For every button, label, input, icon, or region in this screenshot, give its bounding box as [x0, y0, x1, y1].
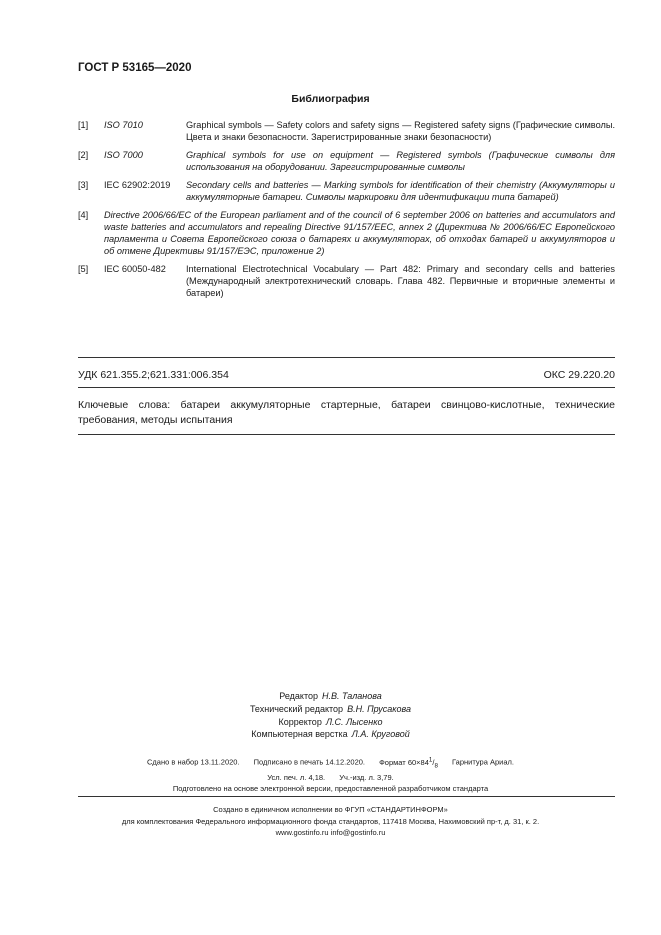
oks-code: ОКС 29.220.20	[543, 369, 615, 381]
creator-line-2: для комплектования Федерального информационного фонда стандартов, 117418 Москва, Нахимовский пр-т, д. 31, к. 2.	[121, 816, 540, 826]
publisher-sheets: Уч.-изд. л. 3,79.	[339, 772, 394, 782]
staff-name: В.Н. Прусакова	[347, 703, 412, 714]
staff-role: Корректор	[278, 716, 322, 727]
publication-line-1	[0, 754, 661, 772]
entry-number: [4]	[78, 210, 89, 220]
entry-text: Secondary cells and batteries — Marking symbols for identification of their chemistry (Аккумуляторы и аккумуляторные батареи. Символы маркировки для идентификации типа батарей)	[186, 180, 615, 202]
entry-number: [5]	[78, 264, 89, 274]
creator-info	[0, 804, 661, 839]
divider-top	[78, 357, 615, 358]
keywords: Ключевые слова: батареи аккумуляторные стартерные, батареи свинцово-кислотные, технические требования, методы испытания	[78, 399, 615, 426]
publication-line-2	[0, 772, 661, 784]
staff-name: Л.С. Лысенко	[325, 716, 383, 727]
staff-row	[0, 690, 661, 703]
bibliography-entry	[78, 119, 615, 143]
entry-reference: ISO 7000	[104, 150, 143, 160]
creator-line-1: Создано в единичном исполнении во ФГУП «СТАНДАРТИНФОРМ»	[213, 805, 448, 814]
bibliography-title: Библиография	[291, 93, 370, 105]
staff-name: Л.А. Круговой	[351, 729, 410, 740]
editorial-staff	[0, 690, 661, 741]
staff-row	[0, 703, 661, 716]
staff-role: Технический редактор	[249, 703, 344, 714]
sent-date: Сдано в набор 13.11.2020.	[147, 757, 240, 767]
divider-bottom	[78, 434, 615, 435]
staff-role: Компьютерная верстка	[251, 729, 348, 740]
standard-number: ГОСТ Р 53165—2020	[78, 62, 192, 74]
bibliography-entry	[78, 209, 615, 257]
entry-number: [1]	[78, 120, 89, 130]
font-info: Гарнитура Ариал.	[452, 757, 514, 767]
bibliography-entry	[78, 179, 615, 203]
staff-role: Редактор	[279, 691, 318, 701]
divider-footer	[78, 796, 615, 797]
staff-row	[0, 716, 661, 729]
signed-date: Подписано в печать 14.12.2020.	[253, 757, 365, 767]
email-link[interactable]: info@gostinfo.ru	[330, 828, 386, 837]
entry-text: International Electrotechnical Vocabulary — Part 482: Primary and secondary cells and batteries (Международный электротехнический словарь. Глава 482. Первичные и вторичные элементы и батареи)	[186, 264, 615, 298]
entry-text: Graphical symbols for use on equipment — Registered symbols (Графические символы для использования на оборудовании. Зарегистрированные символы	[186, 150, 615, 172]
divider-middle	[78, 387, 615, 388]
bibliography-list	[78, 119, 615, 305]
entry-number: [3]	[78, 180, 89, 190]
entry-text: Directive 2006/66/EC of the European parliament and of the council of 6 september 2006 on batteries and accumulators and waste batteries and accumulators and repealing Directive 91/157/EEC, annex 2 (Директива № 2006/66/EC Европейского парламента и Совета Европейского союза о батареях и аккумуляторах, об отходах батарей и аккумуляторов и об отмене Директивы 91/157/ЕЭС, приложение 2)	[104, 210, 615, 256]
bibliography-entry	[78, 263, 615, 299]
entry-reference: IEC 60050-482	[104, 264, 166, 274]
entry-reference: IEC 62902:2019	[104, 180, 171, 190]
creator-contacts	[0, 827, 661, 839]
staff-name: Н.В. Таланова	[321, 691, 382, 701]
prepared-note: Подготовлено на основе электронной версии, предоставленной разработчиком стандарта	[172, 784, 489, 793]
entry-number: [2]	[78, 150, 89, 160]
udc-code: УДК 621.355.2;621.331:006.354	[78, 369, 229, 381]
staff-row	[0, 728, 661, 741]
entry-reference: ISO 7010	[104, 120, 143, 130]
format-info: Формат $60\times 84^1/_8$	[379, 756, 438, 769]
entry-text: Graphical symbols — Safety colors and safety signs — Registered safety signs (Графические символы. Цвета и знаки безопасности. Зарегистрированные знаки безопасности)	[186, 120, 615, 142]
bibliography-entry	[78, 149, 615, 173]
publication-info	[0, 754, 661, 795]
website-link[interactable]: www.gostinfo.ru	[275, 828, 329, 837]
print-sheets: Усл. печ. л. 4,18.	[267, 772, 326, 782]
